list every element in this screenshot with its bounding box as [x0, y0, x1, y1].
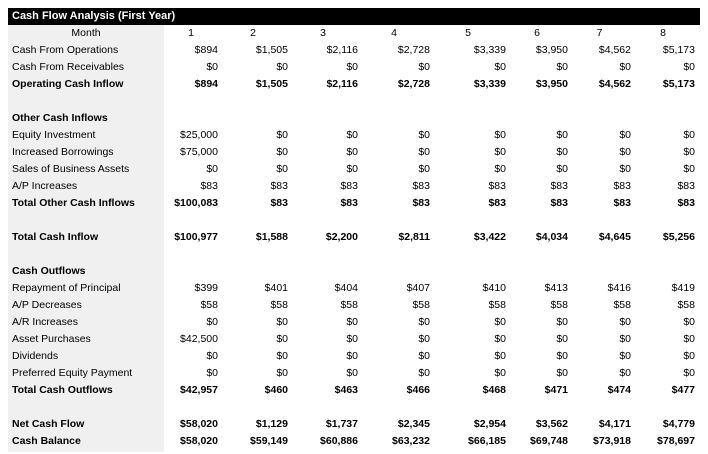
value-cell: $83 — [488, 197, 506, 209]
value-cell: $468 — [482, 384, 506, 396]
value-cell: $0 — [683, 367, 695, 379]
row-label: Preferred Equity Payment — [12, 367, 133, 379]
value-cell: $58 — [550, 299, 568, 311]
value-cell: $466 — [406, 384, 430, 396]
value-cell: $4,562 — [598, 78, 631, 90]
value-cell: $0 — [683, 61, 695, 73]
value-cell: $1,505 — [255, 78, 288, 90]
value-cell: $4,171 — [598, 418, 631, 430]
row-label: Equity Investment — [12, 129, 96, 141]
value-cell: $5,173 — [662, 44, 695, 56]
table-row — [8, 331, 700, 348]
value-cell: $0 — [346, 367, 358, 379]
value-cell: $416 — [607, 282, 631, 294]
value-cell: $58,020 — [180, 418, 218, 430]
value-cell: $477 — [671, 384, 695, 396]
value-cell: $1,737 — [325, 418, 358, 430]
value-cell: $2,116 — [326, 78, 358, 90]
value-cell: $100,083 — [174, 197, 218, 209]
value-cell: $5,173 — [662, 78, 695, 90]
spacer-row — [8, 246, 700, 263]
value-cell: $0 — [276, 316, 288, 328]
value-cell: $474 — [607, 384, 631, 396]
row-label: Cash Outflows — [12, 265, 86, 277]
value-cell: $83 — [613, 197, 631, 209]
value-cell: $463 — [334, 384, 358, 396]
value-cell: $0 — [276, 350, 288, 362]
value-cell: $0 — [346, 146, 358, 158]
value-cell: $0 — [683, 146, 695, 158]
value-cell: $58,020 — [180, 435, 218, 447]
value-cell: $0 — [619, 316, 631, 328]
value-cell: $2,954 — [473, 418, 506, 430]
value-cell: $0 — [418, 333, 430, 345]
value-cell: $0 — [346, 316, 358, 328]
value-cell: $75,000 — [180, 146, 218, 158]
month-number: 7 — [596, 27, 603, 39]
table-row — [8, 110, 700, 127]
value-cell: $60,886 — [320, 435, 358, 447]
value-cell: $58 — [677, 299, 695, 311]
value-cell: $413 — [544, 282, 568, 294]
row-label: Cash Balance — [12, 435, 81, 447]
value-cell: $0 — [683, 129, 695, 141]
value-cell: $0 — [276, 367, 288, 379]
value-cell: $58 — [270, 299, 288, 311]
table-row — [8, 127, 700, 144]
value-cell: $83 — [677, 197, 695, 209]
value-cell: $0 — [418, 61, 430, 73]
row-label: A/R Increases — [12, 316, 78, 328]
month-number: 1 — [188, 27, 194, 39]
value-cell: $83 — [550, 197, 568, 209]
month-number: 3 — [320, 27, 326, 39]
row-label: A/P Decreases — [12, 299, 82, 311]
value-cell: $63,232 — [392, 435, 430, 447]
value-cell: $83 — [340, 180, 358, 192]
value-cell: $0 — [556, 61, 568, 73]
value-cell: $0 — [494, 146, 506, 158]
value-cell: $0 — [619, 333, 631, 345]
table-row — [8, 382, 700, 399]
value-cell: $0 — [683, 316, 695, 328]
value-cell: $3,339 — [473, 78, 506, 90]
value-cell: $0 — [619, 146, 631, 158]
value-cell: $894 — [194, 44, 218, 56]
value-cell: $0 — [556, 163, 568, 175]
value-cell: $83 — [488, 180, 506, 192]
table-row — [8, 59, 700, 76]
month-header-label: Month — [71, 27, 101, 39]
value-cell: $0 — [556, 333, 568, 345]
table-row — [8, 297, 700, 314]
value-cell: $0 — [683, 350, 695, 362]
value-cell: $83 — [412, 197, 430, 209]
value-cell: $460 — [264, 384, 288, 396]
value-cell: $0 — [556, 350, 568, 362]
table-row — [8, 280, 700, 297]
table-row — [8, 144, 700, 161]
value-cell: $4,562 — [598, 44, 631, 56]
value-cell: $1,505 — [255, 44, 288, 56]
value-cell: $3,339 — [473, 44, 506, 56]
value-cell: $0 — [556, 316, 568, 328]
header-row — [8, 25, 700, 42]
value-cell: $0 — [346, 333, 358, 345]
value-cell: $0 — [494, 333, 506, 345]
value-cell: $83 — [550, 180, 568, 192]
table-row — [8, 348, 700, 365]
cash-flow-sheet — [8, 8, 700, 452]
value-cell: $0 — [276, 129, 288, 141]
value-cell: $66,185 — [468, 435, 506, 447]
value-cell: $4,779 — [662, 418, 695, 430]
table-row — [8, 263, 700, 280]
row-label: Total Cash Inflow — [12, 231, 99, 243]
value-cell: $3,422 — [473, 231, 506, 243]
row-label: Total Cash Outflows — [12, 384, 113, 396]
spacer-row — [8, 399, 700, 416]
value-cell: $78,697 — [657, 435, 695, 447]
value-cell: $0 — [619, 61, 631, 73]
value-cell: $407 — [406, 282, 430, 294]
table-row — [8, 161, 700, 178]
value-cell: $2,728 — [397, 44, 430, 56]
value-cell: $0 — [346, 350, 358, 362]
value-cell: $0 — [683, 163, 695, 175]
value-cell: $0 — [494, 350, 506, 362]
value-cell: $4,034 — [535, 231, 568, 243]
table-row — [8, 433, 700, 450]
value-cell: $0 — [418, 129, 430, 141]
value-cell: $0 — [619, 163, 631, 175]
row-label: Asset Purchases — [12, 333, 91, 345]
value-cell: $42,957 — [180, 384, 218, 396]
table-row — [8, 178, 700, 195]
value-cell: $2,345 — [397, 418, 430, 430]
row-label: Repayment of Principal — [12, 282, 121, 294]
value-cell: $83 — [613, 180, 631, 192]
value-cell: $5,256 — [662, 231, 695, 243]
value-cell: $0 — [556, 129, 568, 141]
value-cell: $419 — [671, 282, 695, 294]
value-cell: $58 — [200, 299, 218, 311]
month-number: 8 — [660, 27, 666, 39]
value-cell: $58 — [340, 299, 358, 311]
table-row — [8, 76, 700, 93]
value-cell: $0 — [556, 146, 568, 158]
value-cell: $3,950 — [535, 44, 568, 56]
value-cell: $0 — [494, 61, 506, 73]
row-label: Total Other Cash Inflows — [12, 197, 135, 209]
value-cell: $83 — [677, 180, 695, 192]
value-cell: $0 — [619, 129, 631, 141]
row-label: Cash From Receivables — [12, 61, 125, 73]
value-cell: $0 — [276, 61, 288, 73]
value-cell: $0 — [494, 367, 506, 379]
value-cell: $0 — [494, 163, 506, 175]
value-cell: $0 — [556, 367, 568, 379]
value-cell: $0 — [206, 61, 218, 73]
value-cell: $100,977 — [174, 231, 218, 243]
value-cell: $83 — [200, 180, 218, 192]
value-cell: $69,748 — [530, 435, 568, 447]
value-cell: $0 — [619, 350, 631, 362]
row-label: A/P Increases — [12, 180, 78, 192]
value-cell: $404 — [334, 282, 358, 294]
value-cell: $73,918 — [593, 435, 631, 447]
value-cell: $3,950 — [535, 78, 568, 90]
value-cell: $0 — [276, 163, 288, 175]
value-cell: $0 — [206, 350, 218, 362]
value-cell: $0 — [346, 61, 358, 73]
value-cell: $401 — [264, 282, 288, 294]
table-row — [8, 314, 700, 331]
value-cell: $0 — [418, 163, 430, 175]
table-row — [8, 229, 700, 246]
value-cell: $0 — [494, 129, 506, 141]
table-row — [8, 195, 700, 212]
value-cell: $399 — [194, 282, 218, 294]
value-cell: $1,129 — [255, 418, 288, 430]
value-cell: $410 — [482, 282, 506, 294]
value-cell: $0 — [418, 367, 430, 379]
value-cell: $0 — [619, 367, 631, 379]
value-cell: $83 — [412, 180, 430, 192]
row-label: Dividends — [12, 350, 59, 362]
value-cell: $0 — [276, 146, 288, 158]
table-row — [8, 365, 700, 382]
value-cell: $0 — [206, 163, 218, 175]
month-number: 2 — [250, 27, 256, 39]
row-label: Cash From Operations — [12, 44, 119, 56]
row-label: Increased Borrowings — [12, 146, 114, 158]
value-cell: $83 — [340, 197, 358, 209]
value-cell: $0 — [494, 316, 506, 328]
value-cell: $0 — [346, 163, 358, 175]
value-cell: $83 — [270, 180, 288, 192]
value-cell: $59,149 — [250, 435, 288, 447]
value-cell: $0 — [418, 146, 430, 158]
spacer-row — [8, 212, 700, 229]
value-cell: $58 — [613, 299, 631, 311]
value-cell: $0 — [206, 367, 218, 379]
value-cell: $83 — [270, 197, 288, 209]
spacer-row — [8, 93, 700, 110]
value-cell: $0 — [276, 333, 288, 345]
value-cell: $4,645 — [598, 231, 631, 243]
month-number: 6 — [534, 27, 540, 39]
value-cell: $2,811 — [398, 231, 430, 243]
value-cell: $2,728 — [397, 78, 430, 90]
value-cell: $0 — [206, 316, 218, 328]
row-label: Net Cash Flow — [12, 418, 85, 430]
value-cell: $1,588 — [255, 231, 288, 243]
row-label: Operating Cash Inflow — [12, 78, 124, 90]
value-cell: $42,500 — [180, 333, 218, 345]
table-row — [8, 416, 700, 433]
table-row — [8, 42, 700, 59]
value-cell: $0 — [418, 316, 430, 328]
value-cell: $2,116 — [326, 44, 358, 56]
row-label: Sales of Business Assets — [12, 163, 130, 175]
row-label: Other Cash Inflows — [12, 112, 108, 124]
value-cell: $0 — [346, 129, 358, 141]
value-cell: $2,200 — [325, 231, 358, 243]
month-number: 5 — [465, 27, 471, 39]
sheet-title: Cash Flow Analysis (First Year) — [8, 8, 700, 25]
value-cell: $0 — [418, 350, 430, 362]
value-cell: $894 — [194, 78, 218, 90]
value-cell: $58 — [412, 299, 430, 311]
value-cell: $25,000 — [180, 129, 218, 141]
value-cell: $58 — [488, 299, 506, 311]
month-number: 4 — [391, 27, 397, 39]
value-cell: $3,562 — [535, 418, 568, 430]
value-cell: $0 — [683, 333, 695, 345]
value-cell: $471 — [544, 384, 568, 396]
